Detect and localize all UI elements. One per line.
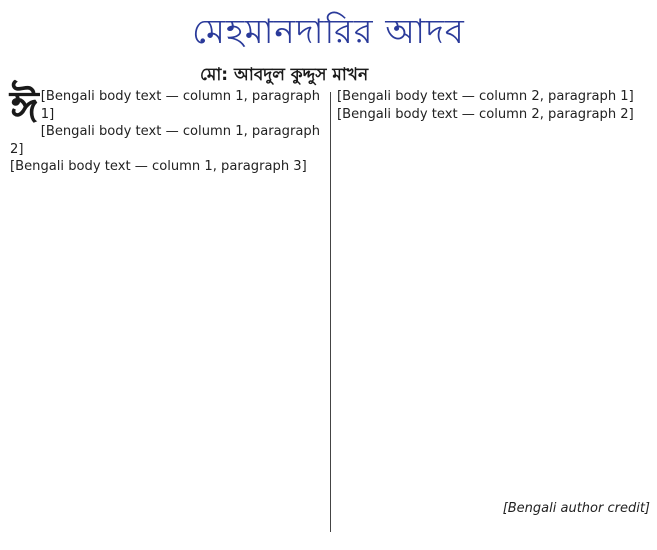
article-byline: মো: আবদুল কুদ্দুস মাখন: [200, 65, 369, 85]
column-divider: [330, 92, 331, 532]
body-paragraph: [Bengali body text — column 2, paragraph 2]: [337, 106, 634, 122]
body-paragraph: [Bengali body text — column 1, paragraph 2]: [10, 124, 320, 157]
author-credit: [Bengali author credit]: [502, 501, 650, 516]
body-paragraph: [Bengali body text — column 1, paragraph 3]: [10, 159, 307, 175]
article-column-right: [337, 88, 647, 123]
article-column-left: [10, 82, 320, 176]
article-title: মেহমানদারির আদব: [192, 12, 465, 52]
drop-cap: ঈ: [10, 82, 39, 133]
body-paragraph: [Bengali body text — column 2, paragraph 1]: [337, 89, 634, 104]
body-paragraph: [Bengali body text — column 1, paragraph 1]: [40, 89, 320, 122]
